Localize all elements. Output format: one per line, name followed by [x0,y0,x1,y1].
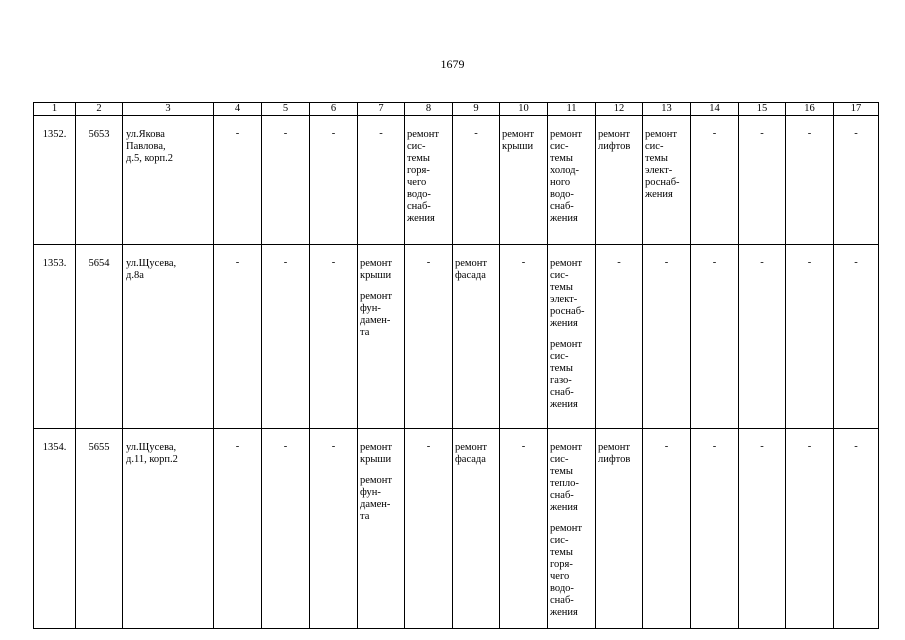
column-header: 9 [453,103,500,116]
dash-text: - [712,441,717,452]
work-text-line: сис- [645,141,664,152]
column-header: 5 [262,103,310,116]
dash-text: - [854,257,858,268]
column-header: 4 [214,103,262,116]
work-text-line: фун- [360,303,381,314]
work-text-line: сис- [550,141,569,152]
empty-dash-cell [596,245,643,429]
work-text-line: сис- [550,535,569,546]
repair-work-item [360,442,403,466]
work-text-line: сис- [550,351,569,362]
object-code-cell [76,245,123,429]
empty-dash-cell [358,116,405,245]
work-text-line: водо- [407,189,431,200]
work-text-line: жения [550,399,578,410]
column-header: 6 [310,103,358,116]
dash-text: - [235,441,240,452]
work-text-line: ремонт [407,129,440,140]
column-header: 12 [596,103,643,116]
repair-work-cell [500,116,548,245]
dash-text: - [712,128,717,139]
repair-work-item [360,475,403,523]
empty-dash-cell [500,429,548,629]
work-text-line: темы [550,363,573,374]
cell-text-line: д.5, корп.2 [126,153,174,164]
empty-dash-cell [453,116,500,245]
cell-text-line: 1354. [42,442,67,453]
work-text-line: чего [550,571,570,582]
work-text-line: дамен- [360,499,391,510]
work-text-line: та [360,511,370,522]
cell-text-line: ул.Якова [126,129,165,140]
work-text-line: ремонт [360,291,393,302]
dash-text: - [474,128,478,139]
work-text-line: крыши [502,141,534,152]
work-text-line: снаб- [550,387,574,398]
repair-work-item [360,258,403,282]
empty-dash-cell [643,429,691,629]
work-text-line: та [360,327,370,338]
object-code-cell [76,429,123,629]
repair-work-cell [453,429,500,629]
work-text-line: снаб- [550,595,574,606]
empty-dash-cell [262,116,310,245]
cell-text-line: д.8а [126,270,144,281]
empty-dash-cell [262,429,310,629]
repair-work-item [550,258,594,330]
address-cell [123,245,214,429]
empty-dash-cell [739,245,786,429]
dash-text: - [854,128,858,139]
header-row [34,103,879,116]
dash-text: - [235,128,240,139]
repair-work-item [407,129,451,225]
dash-text: - [331,257,336,268]
dash-text: - [664,257,669,268]
work-text-line: горя- [550,559,573,570]
address-cell [123,429,214,629]
work-text-line: крыши [360,270,392,281]
repair-work-cell [358,245,405,429]
dash-text: - [331,441,336,452]
dash-text: - [760,257,764,268]
dash-text: - [664,441,669,452]
work-text-line: жения [407,213,435,224]
empty-dash-cell [834,429,879,629]
work-text-line: ремонт [598,129,631,140]
work-text-line: ремонт [550,339,583,350]
empty-dash-cell [691,429,739,629]
empty-dash-cell [786,116,834,245]
work-text-line: темы [407,153,430,164]
repair-work-item [598,442,641,466]
work-text-line: роснаб- [550,306,585,317]
cell-text-line: ул.Щусева, [126,442,177,453]
work-text-line: ремонт [360,258,393,269]
dash-text: - [283,128,288,139]
dash-text: - [760,128,764,139]
work-text-line: темы [550,153,573,164]
work-text-line: темы [550,466,573,477]
page-number: 1679 [440,57,465,71]
empty-dash-cell [691,245,739,429]
work-text-line: ремонт [598,442,631,453]
work-text-line: сис- [407,141,426,152]
cell-text-line: 5653 [88,129,110,140]
work-text-line: водо- [550,583,574,594]
address-cell [123,116,214,245]
column-header: 7 [358,103,405,116]
dash-text: - [331,128,336,139]
work-text-line: жения [550,502,578,513]
work-text-line: чего [407,177,427,188]
work-text-line: ремонт [550,523,583,534]
dash-text: - [426,257,431,268]
repair-work-item [550,129,594,225]
repair-work-cell [453,245,500,429]
empty-dash-cell [739,116,786,245]
work-text-line: темы [550,282,573,293]
work-text-line: фасада [455,454,486,465]
repair-work-item [455,258,498,282]
repair-work-cell [596,429,643,629]
work-text-line: жения [645,189,673,200]
work-text-line: ремонт [455,258,488,269]
column-header: 3 [123,103,214,116]
empty-dash-cell [310,429,358,629]
column-header: 14 [691,103,739,116]
dash-text: - [426,441,431,452]
empty-dash-cell [834,116,879,245]
column-header: 11 [548,103,596,116]
empty-dash-cell [691,116,739,245]
empty-dash-cell [310,116,358,245]
dash-text: - [235,257,240,268]
work-text-line: водо- [550,189,574,200]
cell-text-line: 5655 [88,442,110,453]
table-row [34,429,879,629]
object-code-cell [76,116,123,245]
dash-text: - [807,441,812,452]
column-header: 2 [76,103,123,116]
work-text-line: ремонт [550,258,583,269]
work-text-line: крыши [360,454,392,465]
repair-work-item [455,442,498,466]
work-text-line: холод- [550,165,579,176]
dash-text: - [283,441,288,452]
dash-text: - [760,441,764,452]
work-text-line: сис- [550,270,569,281]
empty-dash-cell [405,245,453,429]
empty-dash-cell [786,245,834,429]
work-text-line: ремонт [502,129,535,140]
work-text-line: ремонт [550,442,583,453]
dash-text: - [807,128,812,139]
work-text-line: темы [550,547,573,558]
empty-dash-cell [214,245,262,429]
repair-work-item [502,129,546,153]
empty-dash-cell [262,245,310,429]
work-text-line: жения [550,213,578,224]
column-header: 13 [643,103,691,116]
column-header: 8 [405,103,453,116]
empty-dash-cell [214,429,262,629]
repair-work-cell [548,245,596,429]
work-text-line: снаб- [407,201,431,212]
repair-work-item [550,339,594,411]
cell-text-line: 5654 [88,258,110,269]
repair-work-cell [405,116,453,245]
work-text-line: фун- [360,487,381,498]
table-row [34,116,879,245]
dash-text: - [521,257,526,268]
work-text-line: темы [645,153,668,164]
repair-work-cell [548,429,596,629]
empty-dash-cell [643,245,691,429]
work-text-line: газо- [550,375,572,386]
column-header: 1 [34,103,76,116]
work-text-line: ремонт [455,442,488,453]
column-header: 10 [500,103,548,116]
repair-work-cell [358,429,405,629]
empty-dash-cell [405,429,453,629]
cell-text-line: 1352. [42,129,67,140]
empty-dash-cell [310,245,358,429]
column-header: 15 [739,103,786,116]
table-row [34,245,879,429]
repair-work-cell [548,116,596,245]
repair-schedule-table [33,102,879,629]
column-header: 17 [834,103,879,116]
dash-text: - [712,257,717,268]
dash-text: - [854,441,858,452]
work-text-line: ного [550,177,571,188]
work-text-line: лифтов [598,454,631,465]
empty-dash-cell [786,429,834,629]
cell-text-line: ул.Щусева, [126,258,177,269]
repair-work-item [550,442,594,514]
work-text-line: сис- [550,454,569,465]
work-text-line: элект- [645,165,673,176]
dash-text: - [521,441,526,452]
work-text-line: ремонт [645,129,678,140]
repair-work-item [550,523,594,619]
work-text-line: элект- [550,294,578,305]
work-text-line: тепло- [550,478,579,489]
empty-dash-cell [214,116,262,245]
work-text-line: снаб- [550,490,574,501]
work-text-line: фасада [455,270,486,281]
empty-dash-cell [739,429,786,629]
row-number-cell [34,116,76,245]
work-text-line: снаб- [550,201,574,212]
cell-text-line: Павлова, [126,141,166,152]
work-text-line: лифтов [598,141,631,152]
repair-work-item [645,129,689,201]
dash-text: - [283,257,288,268]
work-text-line: ремонт [360,442,393,453]
work-text-line: горя- [407,165,430,176]
cell-text-line: д.11, корп.2 [126,454,178,465]
cell-text-line: 1353. [42,258,67,269]
work-text-line: роснаб- [645,177,680,188]
row-number-cell [34,429,76,629]
repair-work-item [598,129,641,153]
dash-text: - [807,257,812,268]
row-number-cell [34,245,76,429]
repair-work-item [360,291,403,339]
work-text-line: ремонт [360,475,393,486]
repair-work-cell [643,116,691,245]
work-text-line: ремонт [550,129,583,140]
work-text-line: дамен- [360,315,391,326]
empty-dash-cell [500,245,548,429]
empty-dash-cell [834,245,879,429]
column-header: 16 [786,103,834,116]
dash-text: - [617,257,621,268]
dash-text: - [379,128,383,139]
repair-work-cell [596,116,643,245]
work-text-line: жения [550,607,578,618]
work-text-line: жения [550,318,578,329]
